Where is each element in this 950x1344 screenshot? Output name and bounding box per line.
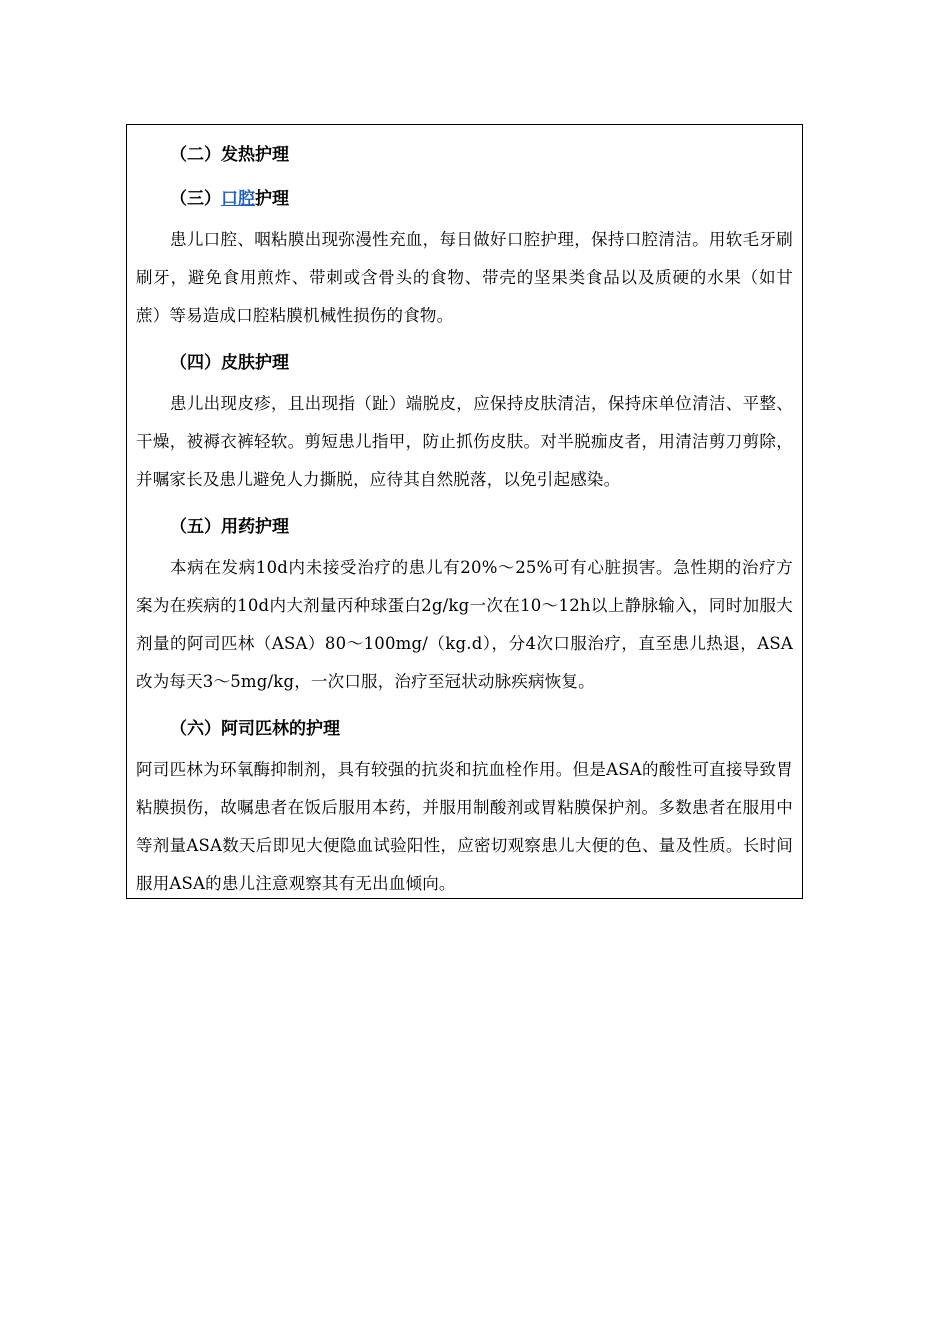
heading-oral-care-suffix: 护理 — [255, 189, 289, 209]
paragraph-oral-care: 患儿口腔、咽粘膜出现弥漫性充血，每日做好口腔护理，保持口腔清洁。用软毛牙刷刷牙，避免食用煎炸、带刺或含骨头的食物、带壳的坚果类食品以及质硬的水果（如甘蔗）等易造成口腔粘膜机械性损伤的食物。 — [136, 230, 793, 325]
paragraph-skin-care: 患儿出现皮疹，且出现指（趾）端脱皮，应保持皮肤清洁，保持床单位清洁、平整、干燥，被褥衣裤轻软。剪短患儿指甲，防止抓伤皮肤。对半脱痂皮者，用清洁剪刀剪除，并嘱家长及患儿避免人力撕脱，应待其自然脱落，以免引起感染。 — [136, 394, 793, 489]
heading-medication-care: （五）用药护理 — [170, 517, 289, 537]
paragraph-aspirin-care: 阿司匹林为环氧酶抑制剂，具有较强的抗炎和抗血栓作用。但是ASA的酸性可直接导致胃粘膜损伤，故嘱患者在饭后服用本药，并服用制酸剂或胃粘膜保护剂。多数患者在服用中等剂量ASA数天后即见大便隐血试验阳性，应密切观察患儿大便的色、量及性质。长时间服用ASA的患儿注意观察其有无出血倾向。 — [136, 760, 793, 893]
paragraph-medication-care: 本病在发病10d内未接受治疗的患儿有20%～25%可有心脏损害。急性期的治疗方案为在疾病的10d内大剂量丙种球蛋白2g/kg一次在10～12h以上静脉输入，同时加服大剂量的阿司匹林（ASA）80～100mg/（kg.d），分4次口服治疗，直至患儿热退，ASA改为每天3～5mg/kg，一次口服，治疗至冠状动脉疾病恢复。 — [136, 558, 793, 691]
heading-oral-care-prefix: （三） — [170, 189, 221, 209]
heading-oral-care — [136, 177, 793, 221]
document-content-box — [126, 124, 803, 899]
oral-cavity-link[interactable]: 口腔 — [221, 189, 255, 209]
heading-skin-care: （四）皮肤护理 — [170, 353, 289, 373]
heading-aspirin-care: （六）阿司匹林的护理 — [170, 719, 340, 739]
heading-fever-care: （二）发热护理 — [170, 145, 289, 165]
